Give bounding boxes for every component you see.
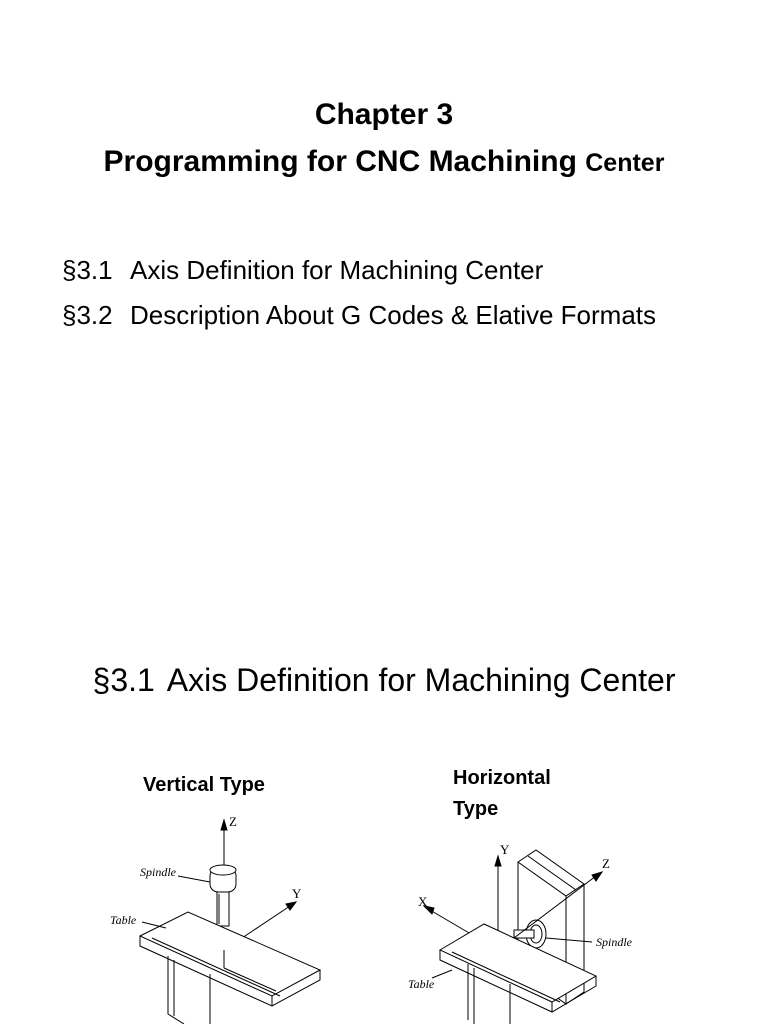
y-axis-label: Y: [292, 886, 302, 901]
toc-item-3-2: [62, 300, 656, 331]
y-axis-arrowhead: [286, 902, 296, 910]
vertical-type-label: Vertical Type: [143, 774, 265, 796]
table-top: [140, 912, 320, 996]
y-axis-arrowhead: [495, 856, 501, 866]
spindle-leader: [178, 876, 210, 882]
section-title-text: Axis Definition for Machining Center: [166, 662, 676, 698]
z-axis-arrowhead: [592, 872, 602, 881]
section-title: [0, 662, 768, 699]
spindle-tool: [514, 930, 534, 938]
toc-item-number: §3.2: [62, 300, 113, 330]
table-leader: [432, 970, 452, 978]
spindle-label: Spindle: [596, 935, 632, 949]
z-axis-arrowhead: [221, 820, 227, 830]
chapter-subtitle: [0, 145, 768, 179]
y-axis-label: Y: [500, 842, 510, 857]
vertical-machining-center-diagram: [100, 810, 360, 1024]
z-axis-label: Z: [602, 856, 610, 871]
chapter-title: Chapter 3: [314, 98, 454, 131]
section-number: §3.1: [92, 662, 155, 698]
toc-item-text: Axis Definition for Machining Center: [130, 255, 544, 285]
table-label: Table: [110, 913, 137, 927]
spindle-leader: [546, 938, 592, 942]
horizontal-machining-center-diagram: [400, 840, 660, 1024]
spindle-label: Spindle: [140, 865, 176, 879]
x-axis-label: X: [418, 894, 428, 909]
toc-item-3-1: [62, 255, 543, 286]
chapter-subtitle-tail: Center: [585, 149, 665, 177]
chapter-subtitle-main: Programming for CNC Machining: [103, 145, 577, 178]
table-label: Table: [408, 977, 435, 991]
toc-item-number: §3.1: [62, 255, 113, 285]
z-axis-label: Z: [229, 814, 237, 829]
horizontal-type-label: Horizontal Type: [453, 767, 551, 820]
toc-item-text: Description About G Codes & Elative Formats: [130, 300, 657, 330]
slide-axis-definition: [0, 620, 768, 1024]
spindle-top: [210, 865, 236, 875]
